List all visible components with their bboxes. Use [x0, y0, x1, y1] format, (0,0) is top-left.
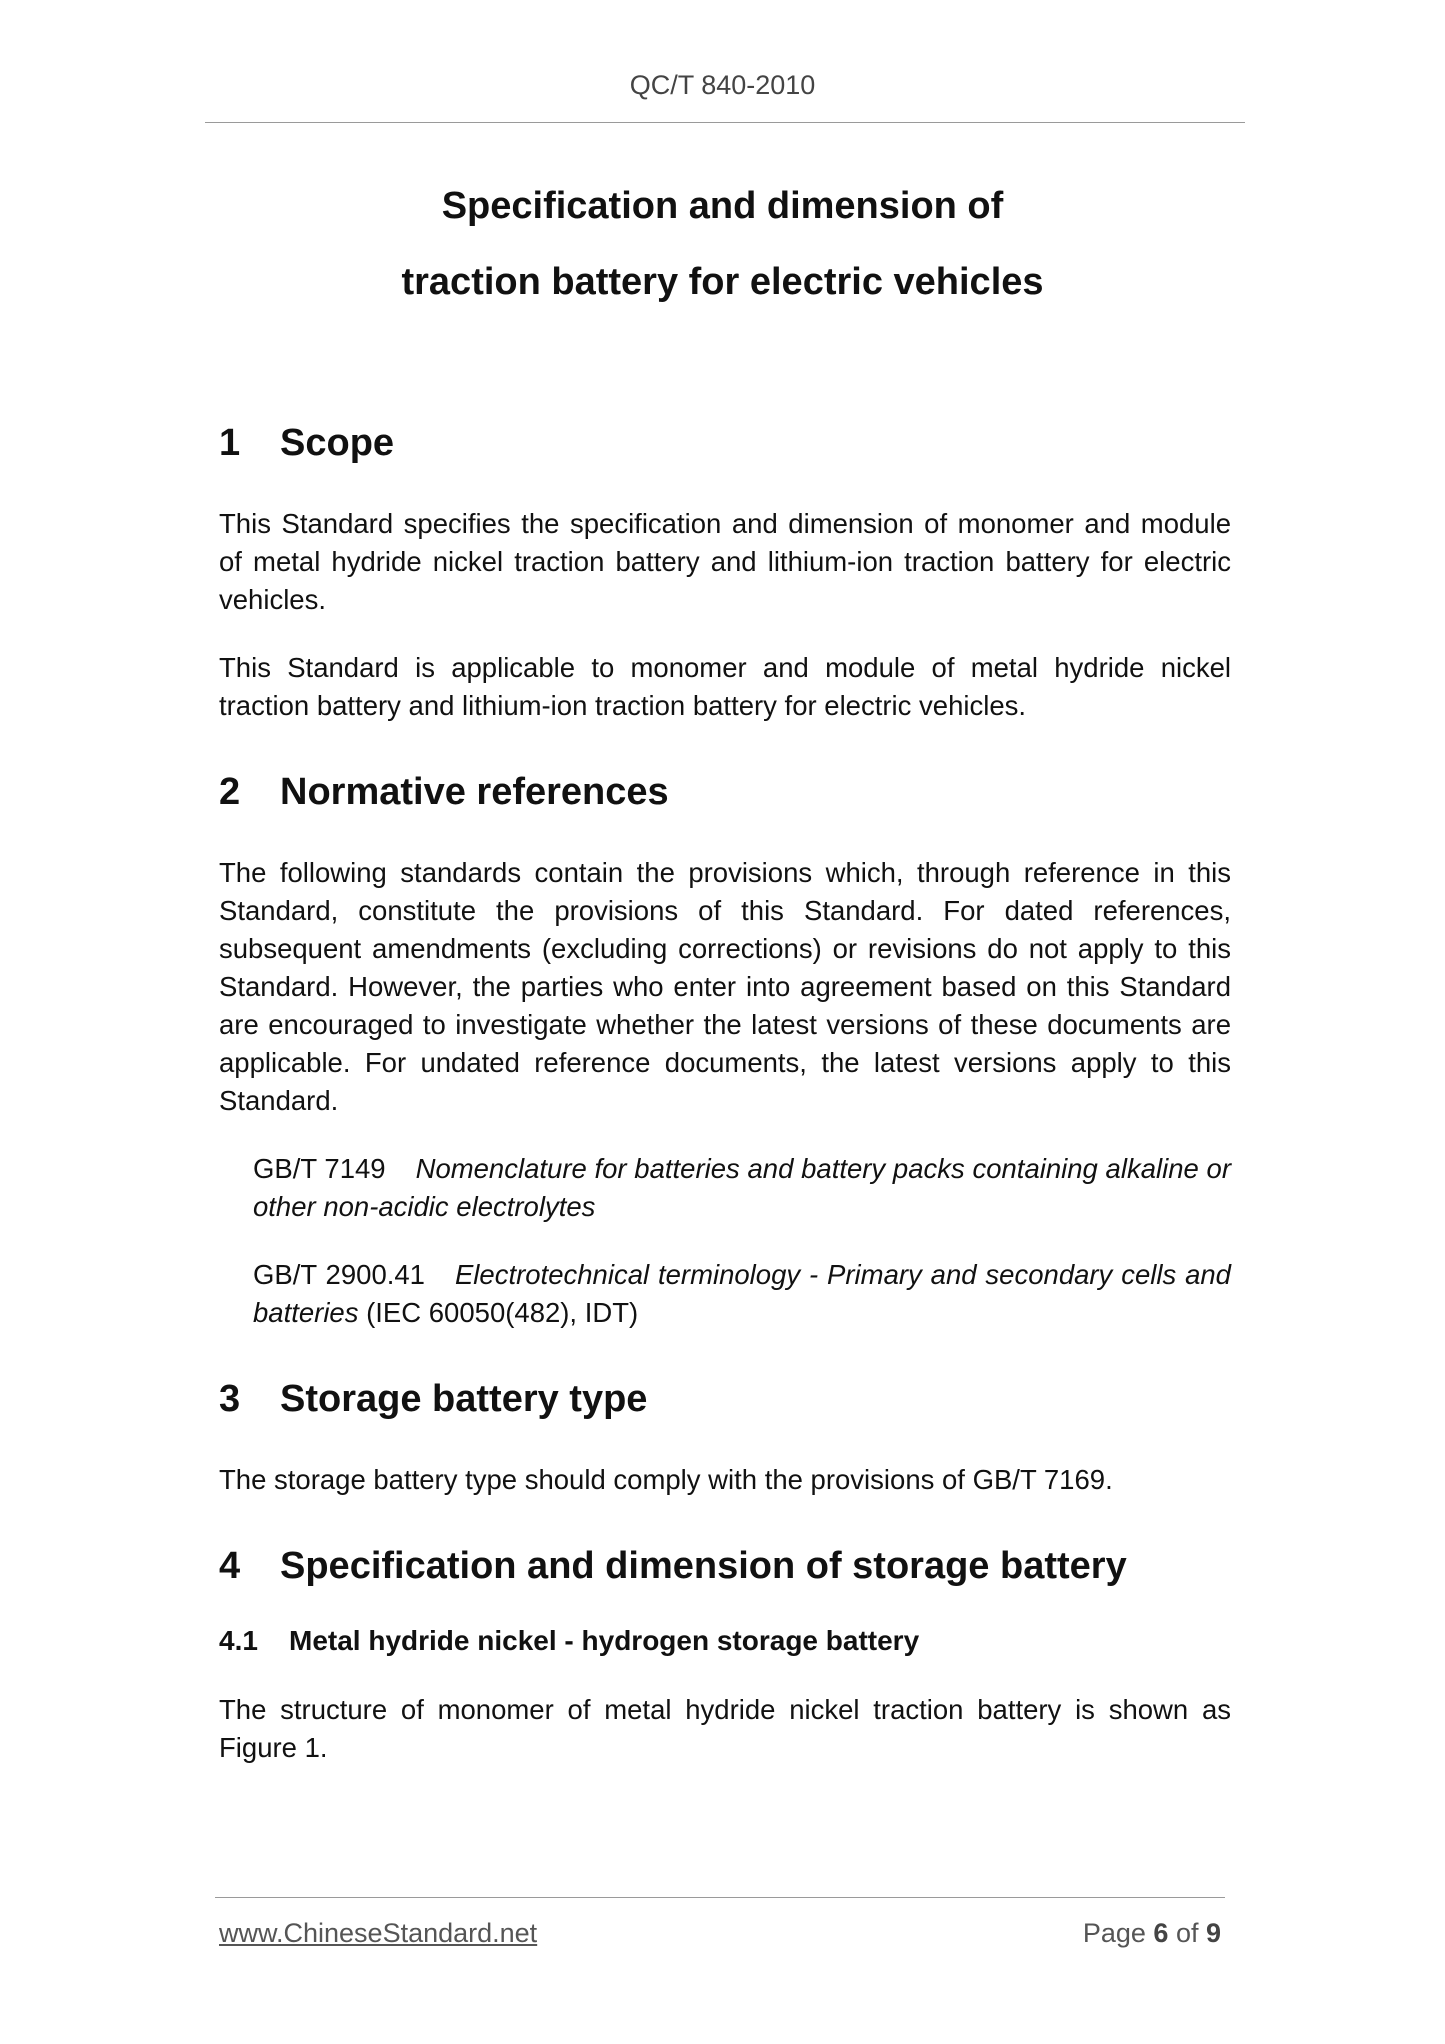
subsection-number: 4.1 [219, 1625, 258, 1656]
section-heading-storage-battery-type [219, 1376, 1231, 1422]
footer-divider [215, 1897, 1225, 1898]
page-number [1083, 1918, 1221, 1949]
document-code-header: QC/T 840-2010 [629, 70, 816, 100]
page-total: 9 [1205, 1918, 1221, 1948]
section-title: Specification and dimension of storage battery [280, 1545, 1127, 1587]
document-title-line-1: Specification and dimension of [441, 185, 1004, 227]
normative-paragraph: The following standards contain the provisions which, through reference in this Standard, constitute the provisions of this Standard. For dated references, subsequent amendments (excluding corrections) or revisions do not apply to this Standard. However, the parties who enter into agreement based on this Standard are encouraged to investigate whether the latest versions of these documents are applicable. For undated reference documents, the latest versions apply to this Standard. [219, 857, 1231, 1116]
section-number: 2 [219, 771, 241, 813]
reference-title: Electrotechnical terminology - Primary and secondary cells and batteries [253, 1259, 1231, 1328]
section-number: 4 [219, 1545, 241, 1587]
reference-title: Nomenclature for batteries and battery packs containing alkaline or other non-acidic electrolytes [253, 1153, 1231, 1222]
section-number: 1 [219, 422, 241, 464]
section-heading-scope [219, 420, 1231, 466]
storage-type-paragraph: The storage battery type should comply with the provisions of GB/T 7169. [219, 1464, 1113, 1495]
section-number: 3 [219, 1378, 241, 1420]
reference-code: GB/T 2900.41 [253, 1259, 425, 1290]
document-title-line-2: traction battery for electric vehicles [401, 261, 1044, 303]
section-heading-specification [219, 1543, 1231, 1589]
metal-hydride-paragraph: The structure of monomer of metal hydride nickel traction battery is shown as Figure 1. [219, 1694, 1231, 1763]
section-title: Scope [280, 422, 395, 464]
section-heading-normative-references [219, 769, 1231, 815]
reference-suffix: (IEC 60050(482), IDT) [358, 1297, 639, 1328]
document-title [0, 168, 1445, 320]
website-link[interactable]: www.ChineseStandard.net [219, 1918, 538, 1948]
header-divider [205, 122, 1245, 123]
subsection-heading-metal-hydride [219, 1623, 1231, 1659]
subsection-title: Metal hydride nickel - hydrogen storage battery [289, 1625, 920, 1656]
reference-entry [253, 1150, 1231, 1226]
page-of: of [1168, 1918, 1206, 1948]
section-title: Normative references [280, 771, 669, 813]
page-prefix: Page [1082, 1918, 1154, 1948]
scope-paragraph-1: This Standard specifies the specification and dimension of monomer and module of metal hydride nickel traction battery and lithium-ion traction battery for electric vehicles. [219, 508, 1231, 615]
section-title: Storage battery type [280, 1378, 648, 1420]
document-body [219, 420, 1231, 1767]
reference-code: GB/T 7149 [253, 1153, 386, 1184]
reference-entry [253, 1256, 1231, 1332]
scope-paragraph-2: This Standard is applicable to monomer and module of metal hydride nickel traction battery and lithium-ion traction battery for electric vehicles. [219, 652, 1231, 721]
page-current: 6 [1153, 1918, 1169, 1948]
